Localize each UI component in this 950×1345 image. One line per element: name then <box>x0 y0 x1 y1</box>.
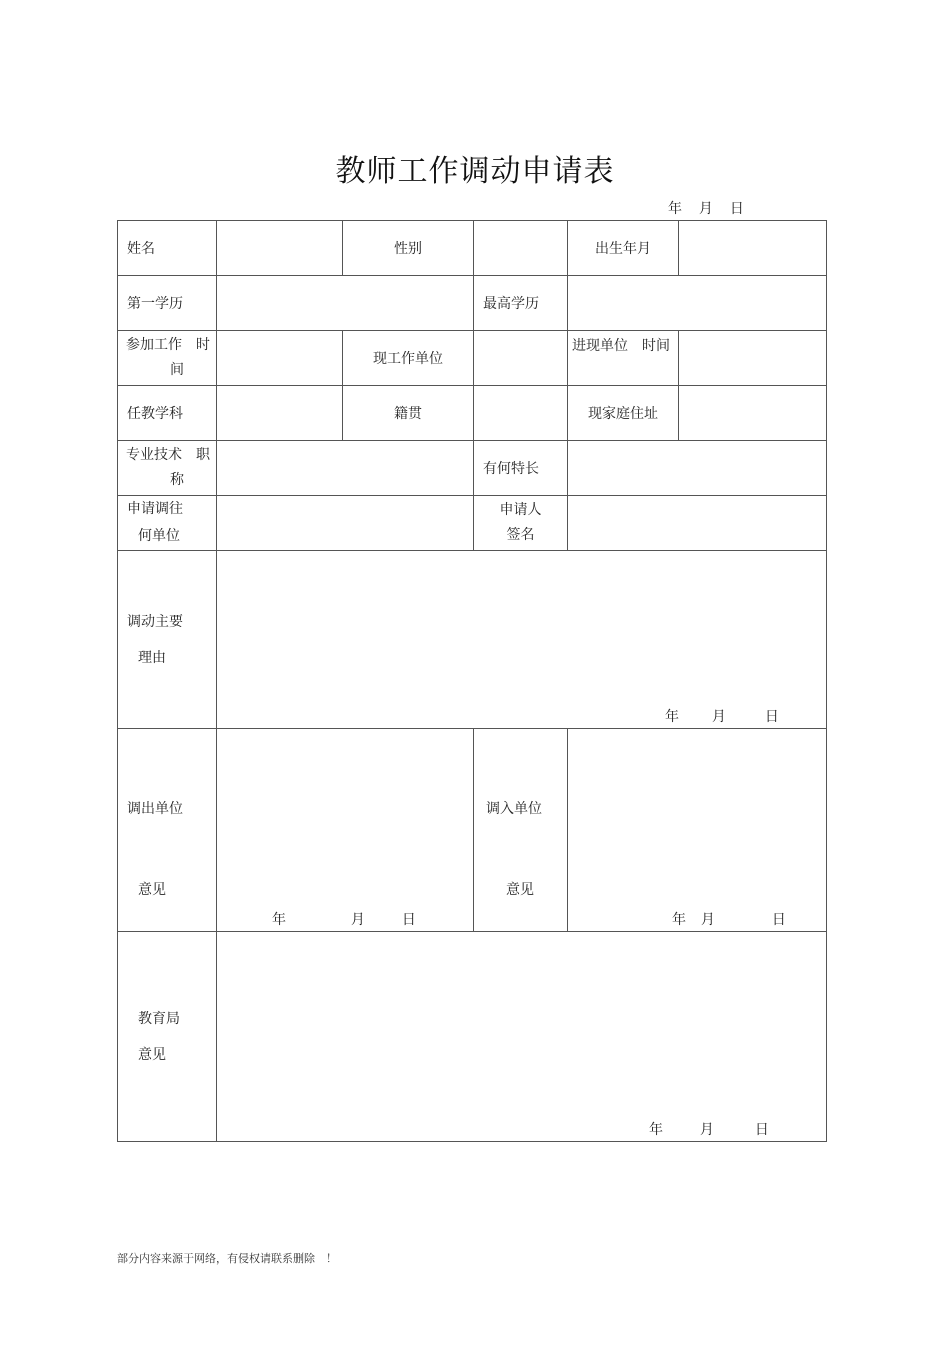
reason-label-line1: 调动主要 <box>127 613 183 630</box>
join-unit-field[interactable] <box>679 331 827 386</box>
in-unit-label-line2: 意见 <box>506 882 534 898</box>
out-unit-label-line2: 意见 <box>138 882 166 898</box>
out-unit-date <box>272 909 416 929</box>
out-unit-date-day: 日 <box>401 912 416 928</box>
join-unit-label: 进现单位 时间 <box>568 331 679 386</box>
header-date-day: 日 <box>729 201 744 217</box>
reason-label-line2: 理由 <box>138 649 166 666</box>
row-reason <box>118 551 827 729</box>
bureau-date-month: 月 <box>699 1122 714 1138</box>
applicant-sign-field[interactable] <box>568 496 827 551</box>
page-title: 教师工作调动申请表 <box>335 154 615 189</box>
in-unit-label <box>474 729 568 932</box>
gender-label: 性别 <box>343 221 474 276</box>
subject-field[interactable] <box>217 386 343 441</box>
target-unit-field[interactable] <box>217 496 474 551</box>
row-basic-info <box>118 221 827 276</box>
birth-label: 出生年月 <box>568 221 679 276</box>
target-unit-label-line2: 何单位 <box>138 528 180 544</box>
row-bureau-opinion <box>118 932 827 1142</box>
subject-label: 任教学科 <box>118 386 217 441</box>
in-unit-date-month: 月 <box>700 912 715 928</box>
bureau-label-line2: 意见 <box>138 1046 166 1063</box>
reason-date <box>665 706 779 726</box>
highest-edu-field[interactable] <box>568 276 827 331</box>
title-label-line2: 称 <box>170 472 184 488</box>
out-unit-date-month: 月 <box>350 912 365 928</box>
row-target-unit <box>118 496 827 551</box>
header-date-month: 月 <box>698 201 713 217</box>
bureau-field[interactable] <box>217 932 827 1142</box>
row-work <box>118 331 827 386</box>
work-start-field[interactable] <box>217 331 343 386</box>
bureau-label <box>118 932 217 1142</box>
specialty-field[interactable] <box>568 441 827 496</box>
applicant-sign-label <box>474 496 568 551</box>
row-subject <box>118 386 827 441</box>
out-unit-label-line1: 调出单位 <box>127 801 183 817</box>
in-unit-label-line1: 调入单位 <box>486 801 542 817</box>
bureau-date <box>649 1119 769 1139</box>
title-field[interactable] <box>217 441 474 496</box>
header-date-year: 年 <box>668 201 682 217</box>
work-start-label <box>118 331 217 386</box>
work-start-label-line2: 间 <box>170 362 184 378</box>
reason-date-month: 月 <box>711 709 726 725</box>
footer-disclaimer: 部分内容来源于网络，有侵权请联系删除 ！ <box>117 1252 337 1265</box>
native-label: 籍贯 <box>343 386 474 441</box>
target-unit-label-line1: 申请调往 <box>127 501 183 517</box>
out-unit-label <box>118 729 217 932</box>
in-unit-date-year: 年 <box>672 912 686 928</box>
current-unit-field[interactable] <box>474 331 568 386</box>
native-field[interactable] <box>474 386 568 441</box>
address-field[interactable] <box>679 386 827 441</box>
applicant-sign-label-line1: 申请人 <box>499 502 542 518</box>
out-unit-date-year: 年 <box>272 912 286 928</box>
in-unit-field[interactable] <box>568 729 827 932</box>
birth-field[interactable] <box>679 221 827 276</box>
bureau-label-line1: 教育局 <box>138 1010 180 1027</box>
header-date <box>668 198 744 218</box>
in-unit-date <box>672 909 786 929</box>
reason-label <box>118 551 217 729</box>
name-label: 姓名 <box>118 221 217 276</box>
out-unit-field[interactable] <box>217 729 474 932</box>
title-label <box>118 441 217 496</box>
name-field[interactable] <box>217 221 343 276</box>
application-form-table <box>117 220 827 1142</box>
highest-edu-label: 最高学历 <box>474 276 568 331</box>
title-label-line1: 专业技术 职 <box>126 447 210 463</box>
first-edu-label: 第一学历 <box>118 276 217 331</box>
specialty-label: 有何特长 <box>474 441 568 496</box>
current-unit-label: 现工作单位 <box>343 331 474 386</box>
reason-date-day: 日 <box>764 709 779 725</box>
work-start-label-line1: 参加工作 时 <box>126 337 210 353</box>
bureau-date-day: 日 <box>754 1122 769 1138</box>
applicant-sign-label-line2: 签名 <box>506 527 535 543</box>
row-education <box>118 276 827 331</box>
target-unit-label <box>118 496 217 551</box>
gender-field[interactable] <box>474 221 568 276</box>
reason-field[interactable] <box>217 551 827 729</box>
reason-date-year: 年 <box>665 709 679 725</box>
address-label: 现家庭住址 <box>568 386 679 441</box>
row-title <box>118 441 827 496</box>
bureau-date-year: 年 <box>649 1122 663 1138</box>
row-unit-opinions <box>118 729 827 932</box>
in-unit-date-day: 日 <box>771 912 786 928</box>
first-edu-field[interactable] <box>217 276 474 331</box>
